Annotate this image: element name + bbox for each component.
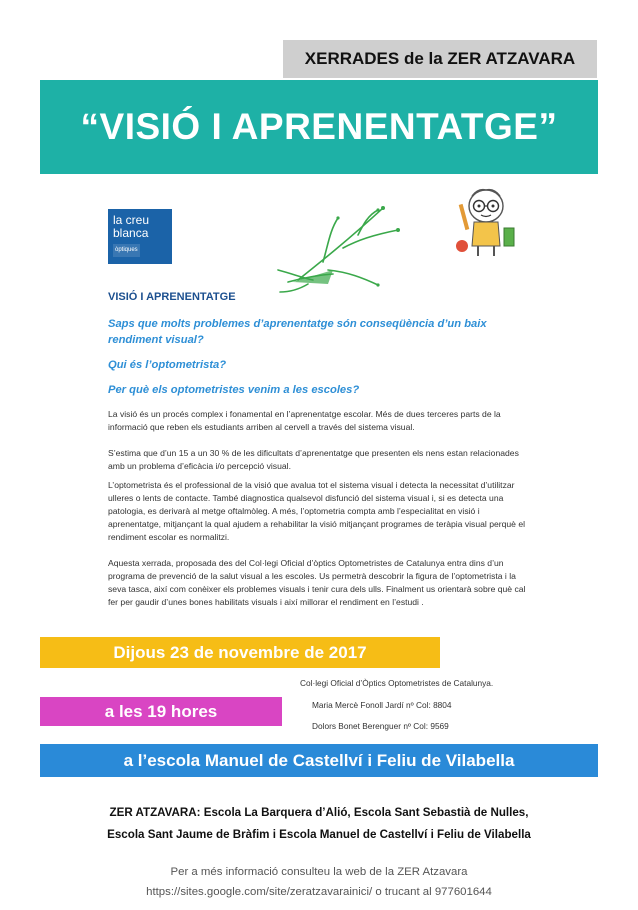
plant-drawing-icon xyxy=(268,200,418,295)
la-creu-blanca-logo xyxy=(108,209,172,264)
college-name: Col·legi Oficial d’Òptics Optometristes de Catalunya. xyxy=(300,678,494,688)
paragraph-4: Aquesta xerrada, proposada des del Col·legi Oficial d’òptics Optometristes de Catalunya entra dins d’un programa de prevenció de la salut visual a les escoles. Us permetrà descobrir la figura de l’optometrista i la seva tasca, així com conèixer els problemes visuals i tenir cura dels ulls. Finalment us orientarà sobre què cal fer per gaudir d’unes bones habilitats visuals i així millorar el rendiment en l’estudi . xyxy=(108,558,526,607)
main-title: “VISIÓ I APRENENTATGE” xyxy=(80,106,558,147)
event-time: a les 19 hores xyxy=(104,702,218,721)
question-3: Per què els optometristes venim a les escoles? xyxy=(108,384,360,396)
event-date: Dijous 23 de novembre de 2017 xyxy=(113,643,367,662)
info-line-1: Per a més informació consulteu la web de la ZER Atzavara xyxy=(170,866,468,878)
logo-line1: la creu xyxy=(113,213,150,227)
series-banner: XERRADES de la ZER ATZAVARA xyxy=(283,40,597,78)
paragraph-1: La visió és un procés complex i fonamental en l’aprenentatge escolar. Més de dues terceres parts de la informació que reben els estudiants arriben al cervell a través del sistema visual. xyxy=(108,409,501,432)
logo-line2: blanca xyxy=(113,226,149,240)
zer-schools-line-2: Escola Sant Jaume de Bràfim i Escola Manuel de Castellví i Feliu de Vilabella xyxy=(107,828,531,841)
info-web-link[interactable]: https://sites.google.com/site/zeratzavarainici/ o trucant al 977601644 xyxy=(146,886,492,898)
paragraph-3: L’optometrista és el professional de la visió que avalua tot el sistema visual i detecta la necessitat d’utilitzar ulleres o lents de contacte. També diagnostica qualsevol disfunció del sistema visual i, si es detecta una patologia, es derivarà al metge oftalmòleg. A més, l’optometria compta amb l’especialitat en visió i aprenentatge, mitjançant la qual ajudem a rehabilitar la visió mitjançant programes de teràpia visual perquè el rendiment escolar es normalitzi. xyxy=(108,480,526,542)
child-with-glasses-icon xyxy=(448,184,522,260)
zer-schools-line-1: ZER ATZAVARA: Escola La Barquera d’Alió, Escola Sant Sebastià de Nulles, xyxy=(109,806,529,819)
logo-line3: òptiques xyxy=(113,244,140,257)
section-heading: VISIÓ I APRENENTATGE xyxy=(108,291,236,303)
question-1: Saps que molts problemes d’aprenentatge són conseqüència d’un baix rendiment visual? xyxy=(108,318,487,346)
speaker-1: Maria Mercè Fonoll Jardí nº Col: 8804 xyxy=(312,700,452,710)
event-venue: a l’escola Manuel de Castellví i Feliu de Vilabella xyxy=(123,751,515,770)
speaker-2: Dolors Bonet Berenguer nº Col: 9569 xyxy=(312,721,449,731)
paragraph-2: S’estima que d’un 15 a un 30 % de les dificultats d’aprenentatge que presenten els nens estan relacionades amb un problema d’eficàcia i/o percepció visual. xyxy=(108,448,519,471)
question-2: Qui és l’optometrista? xyxy=(108,359,227,371)
